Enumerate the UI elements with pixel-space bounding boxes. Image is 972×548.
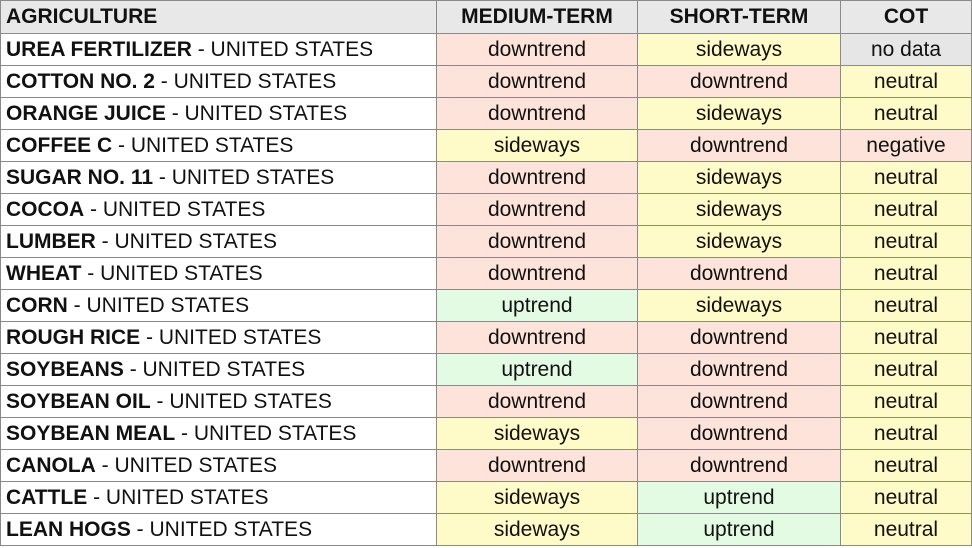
medium-term-cell: sideways [437,130,638,162]
commodity-region: - UNITED STATES [67,293,250,317]
table-row [1,482,972,514]
table-row [1,322,972,354]
commodity-region: - UNITED STATES [87,485,269,509]
short-term-cell: downtrend [638,386,841,418]
commodity-name: COFFEE C [6,133,113,157]
short-term-cell: sideways [638,226,841,258]
row-label [1,418,437,450]
row-label [1,482,437,514]
cot-cell: neutral [841,322,972,354]
commodity-region: - UNITED STATES [112,133,294,157]
commodity-name: SOYBEANS [6,357,124,381]
cot-cell: neutral [841,386,972,418]
commodity-name: SUGAR NO. 11 [6,165,154,189]
commodity-name: LEAN HOGS [6,517,131,541]
row-label [1,66,437,98]
row-label [1,34,437,66]
row-label [1,194,437,226]
row-label [1,514,437,546]
cot-cell: neutral [841,290,972,322]
commodity-name: COTTON NO. 2 [6,69,155,93]
short-term-cell: downtrend [638,322,841,354]
header-row [1,1,972,34]
table-row [1,226,972,258]
short-term-cell: sideways [638,194,841,226]
medium-term-cell: downtrend [437,450,638,482]
table-row [1,66,972,98]
commodity-name: COCOA [6,197,85,221]
header-agriculture: AGRICULTURE [1,1,437,34]
medium-term-cell: uptrend [437,354,638,386]
table-row [1,450,972,482]
commodity-region: - UNITED STATES [175,421,357,445]
medium-term-cell: downtrend [437,226,638,258]
table-row [1,162,972,194]
cot-cell: neutral [841,162,972,194]
table-row [1,258,972,290]
commodity-name: CANOLA [6,453,96,477]
commodity-region: - UNITED STATES [95,453,278,477]
short-term-cell: downtrend [638,66,841,98]
cot-cell: neutral [841,514,972,546]
cot-cell: neutral [841,482,972,514]
commodity-name: SOYBEAN OIL [6,389,151,413]
short-term-cell: downtrend [638,258,841,290]
short-term-cell: sideways [638,34,841,66]
commodity-region: - UNITED STATES [191,37,374,61]
short-term-cell: downtrend [638,130,841,162]
table-row [1,194,972,226]
short-term-cell: downtrend [638,354,841,386]
medium-term-cell: downtrend [437,98,638,130]
cot-cell: neutral [841,450,972,482]
table-row [1,290,972,322]
medium-term-cell: downtrend [437,66,638,98]
medium-term-cell: sideways [437,482,638,514]
short-term-cell: downtrend [638,418,841,450]
commodity-name: SOYBEAN MEAL [6,421,176,445]
commodity-name: WHEAT [6,261,82,285]
row-label [1,450,437,482]
table-row [1,130,972,162]
commodity-region: - UNITED STATES [123,357,306,381]
row-label [1,258,437,290]
row-label [1,98,437,130]
table-row [1,34,972,66]
commodity-name: ROUGH RICE [6,325,141,349]
commodity-name: ORANGE JUICE [6,101,166,125]
commodity-region: - UNITED STATES [84,197,266,221]
short-term-cell: uptrend [638,514,841,546]
cot-cell: neutral [841,194,972,226]
commodity-name: UREA FERTILIZER [6,37,192,61]
table-body [1,34,972,546]
short-term-cell: uptrend [638,482,841,514]
commodity-name: CORN [6,293,68,317]
row-label [1,162,437,194]
medium-term-cell: sideways [437,514,638,546]
cot-cell: neutral [841,354,972,386]
short-term-cell: sideways [638,162,841,194]
medium-term-cell: downtrend [437,162,638,194]
commodity-region: - UNITED STATES [140,325,322,349]
short-term-cell: sideways [638,98,841,130]
cot-cell: neutral [841,66,972,98]
cot-cell: no data [841,34,972,66]
commodity-region: - UNITED STATES [150,389,332,413]
commodity-region: - UNITED STATES [153,165,335,189]
row-label [1,322,437,354]
commodity-name: CATTLE [6,485,88,509]
row-label [1,354,437,386]
table-row [1,418,972,450]
commodity-region: - UNITED STATES [130,517,313,541]
medium-term-cell: downtrend [437,322,638,354]
row-label [1,226,437,258]
table-row [1,514,972,546]
row-label [1,290,437,322]
table-row [1,354,972,386]
commodity-region: - UNITED STATES [154,69,337,93]
header-short-term: SHORT-TERM [638,1,841,34]
short-term-cell: downtrend [638,450,841,482]
header-cot: COT [841,1,972,34]
commodity-region: - UNITED STATES [165,101,348,125]
commodity-name: LUMBER [6,229,96,253]
cot-cell: neutral [841,98,972,130]
table-row [1,98,972,130]
row-label [1,130,437,162]
medium-term-cell: uptrend [437,290,638,322]
medium-term-cell: downtrend [437,386,638,418]
medium-term-cell: sideways [437,418,638,450]
cot-cell: neutral [841,258,972,290]
short-term-cell: sideways [638,290,841,322]
medium-term-cell: downtrend [437,258,638,290]
cot-cell: neutral [841,418,972,450]
commodity-region: - UNITED STATES [95,229,278,253]
medium-term-cell: downtrend [437,34,638,66]
row-label [1,386,437,418]
commodity-region: - UNITED STATES [81,261,263,285]
medium-term-cell: downtrend [437,194,638,226]
table-row [1,386,972,418]
header-medium-term: MEDIUM-TERM [437,1,638,34]
cot-cell: negative [841,130,972,162]
cot-cell: neutral [841,226,972,258]
